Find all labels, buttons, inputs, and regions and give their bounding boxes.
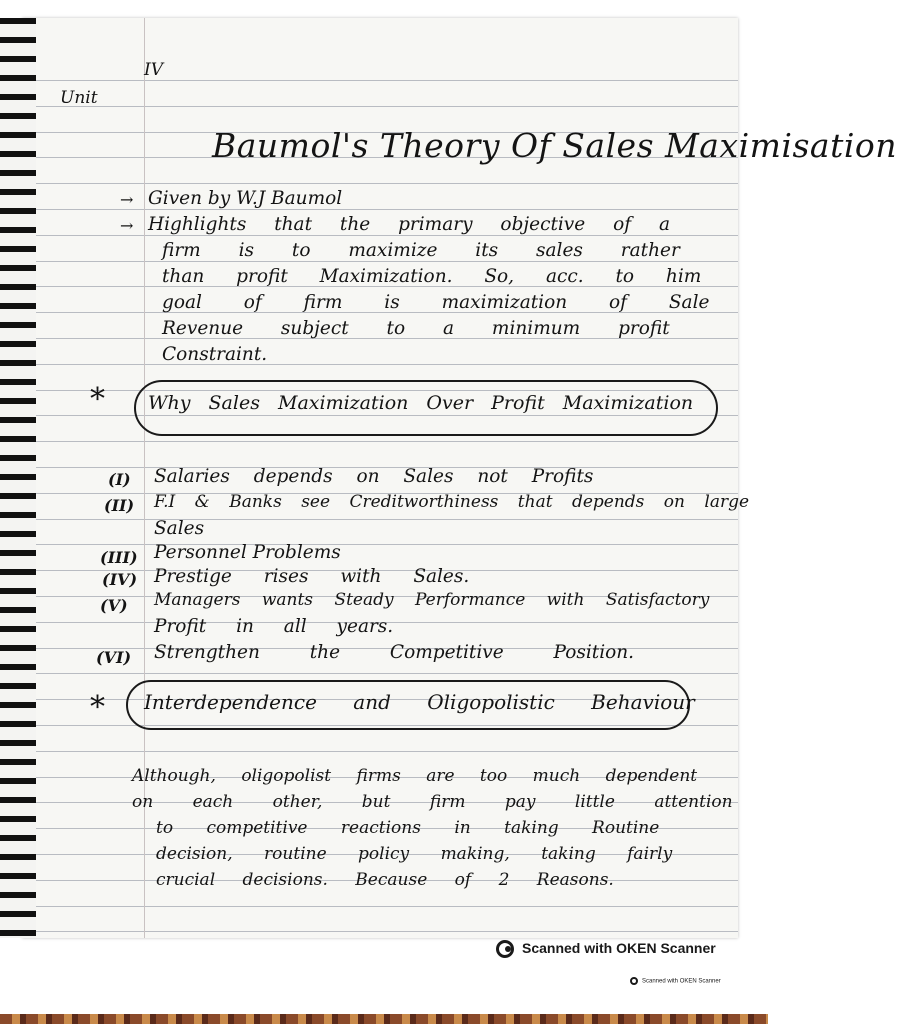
notebook-page (22, 18, 897, 938)
ruled-line (22, 519, 738, 520)
paragraph-line: crucial decisions. Because of 2 Reasons. (156, 870, 614, 890)
item-numeral: (II) (104, 496, 135, 515)
paragraph-line: decision, routine policy making, taking fairly (156, 844, 673, 864)
ruled-line (22, 751, 738, 752)
star-marker: * (90, 382, 105, 417)
intro-line: goal of firm is maximization of Sale (162, 292, 710, 313)
ruled-line (22, 209, 738, 210)
list-item: Profit in all years. (154, 616, 394, 637)
paragraph-line: Although, oligopolist firms are too much dependent (132, 766, 698, 786)
list-item: Strengthen the Competitive Position. (154, 642, 635, 663)
item-numeral: (I) (108, 470, 131, 489)
ruled-line (22, 235, 738, 236)
watermark-text-small: Scanned with OKEN Scanner (642, 978, 721, 985)
scanner-watermark (496, 940, 716, 958)
ruled-line (22, 931, 738, 932)
ruled-line (22, 80, 738, 81)
section1-heading: Why Sales Maximization Over Profit Maximization (148, 392, 694, 414)
intro-line: Constraint. (162, 344, 268, 365)
intro-bullet: → (120, 190, 134, 209)
ruled-line (22, 106, 738, 107)
list-item: F.I & Banks see Creditworthiness that depends on large (154, 492, 750, 512)
ruled-line (22, 906, 738, 907)
ruled-line (22, 183, 738, 184)
paragraph-line: to competitive reactions in taking Routine (156, 818, 660, 838)
list-item: Sales (154, 518, 205, 539)
item-numeral: (V) (100, 596, 128, 615)
scanner-watermark-small (630, 977, 721, 985)
list-item: Prestige rises with Sales. (154, 566, 470, 587)
intro-line: Revenue subject to a minimum profit (162, 318, 670, 339)
scanner-logo-icon (630, 977, 638, 985)
section2-heading: Interdependence and Oligopolistic Behaviour (144, 690, 695, 714)
ruled-line (22, 544, 738, 545)
scanner-logo-icon (496, 940, 514, 958)
ruled-line (22, 364, 738, 365)
fabric-background-strip (0, 1014, 768, 1024)
ruled-line (22, 673, 738, 674)
ruled-line (22, 441, 738, 442)
list-item: Salaries depends on Sales not Profits (154, 466, 594, 487)
unit-number: IV (144, 60, 163, 80)
item-numeral: (III) (100, 548, 138, 567)
list-item: Personnel Problems (154, 542, 341, 563)
intro-line: than profit Maximization. So, acc. to him (162, 266, 702, 287)
item-numeral: (IV) (102, 570, 138, 589)
watermark-text: Scanned with OKEN Scanner (522, 940, 716, 956)
intro-line: firm is to maximize its sales rather (162, 240, 680, 261)
star-marker: * (90, 690, 105, 725)
unit-label: Unit (60, 88, 98, 108)
paragraph-line: on each other, but firm pay little attention (132, 792, 733, 812)
intro-line: Highlights that the primary objective of a (148, 214, 670, 235)
item-numeral: (VI) (96, 648, 132, 667)
page-title: Baumol's Theory Of Sales Maximisation (212, 126, 897, 165)
intro-bullet: → (120, 216, 134, 235)
spiral-binding (0, 18, 36, 938)
ruled-line (22, 261, 738, 262)
list-item: Managers wants Steady Performance with Satisfactory (154, 590, 710, 610)
intro-line: Given by W.J Baumol (148, 188, 343, 209)
